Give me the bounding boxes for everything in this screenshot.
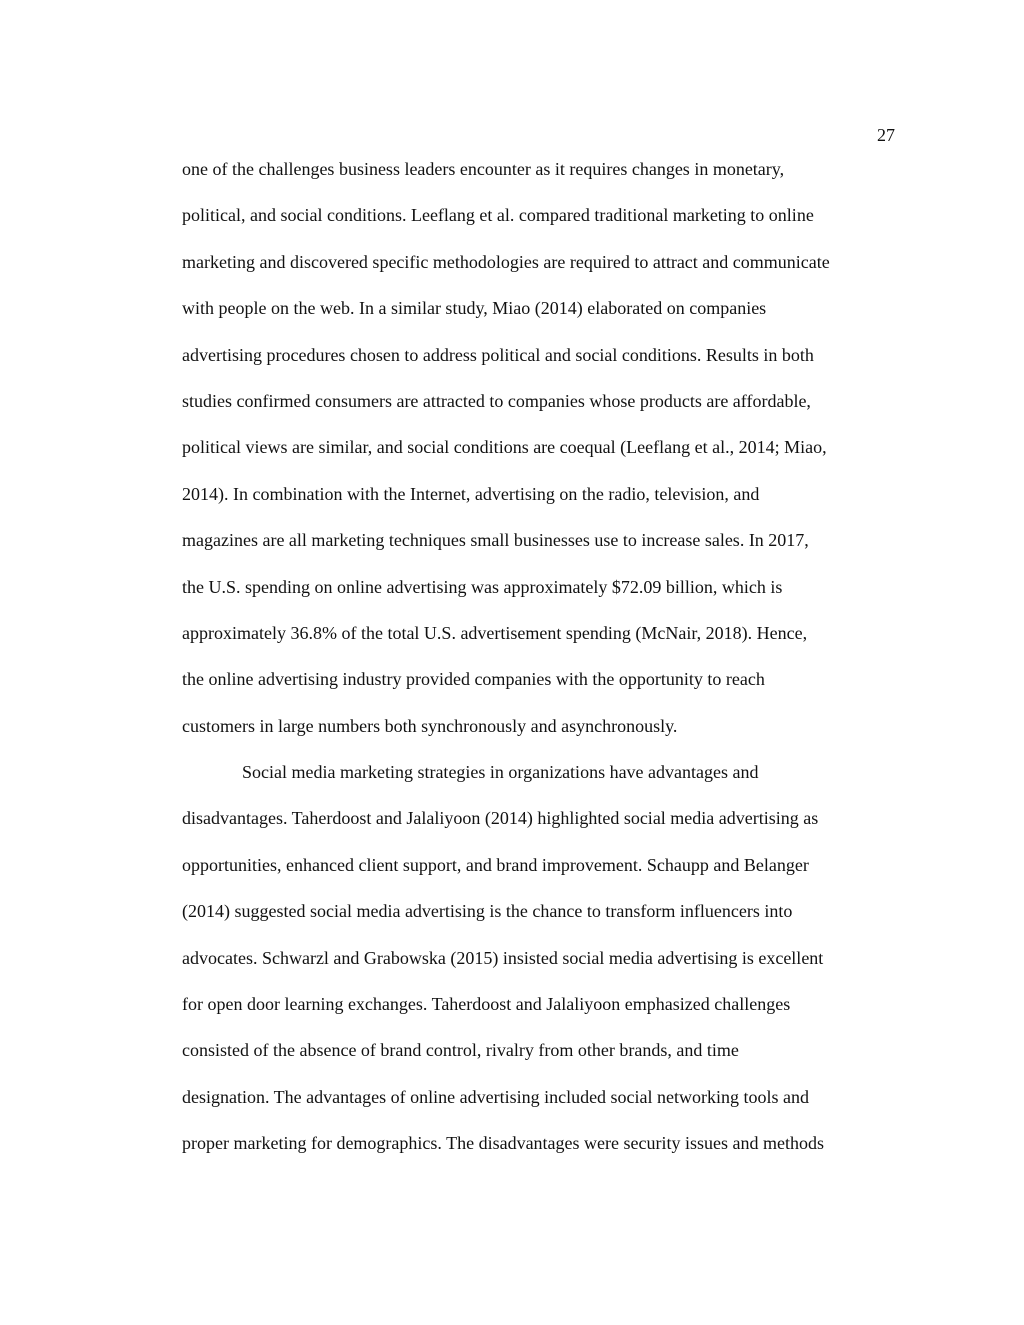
text-line: proper marketing for demographics. The disadvantages were security issues and methods [182, 1133, 824, 1154]
text-line: advertising procedures chosen to address political and social conditions. Results in both [182, 344, 814, 365]
text-line: consisted of the absence of brand control, rivalry from other brands, and time [182, 1040, 739, 1061]
text-line: the online advertising industry provided companies with the opportunity to reach [182, 669, 765, 690]
text-line: one of the challenges business leaders encounter as it requires changes in monetary, [182, 159, 785, 179]
text-line: approximately 36.8% of the total U.S. advertisement spending (McNair, 2018). Hence, [182, 622, 808, 643]
text-line: magazines are all marketing techniques small businesses use to increase sales. In 2017, [182, 530, 809, 551]
text-line: 2014). In combination with the Internet, advertising on the radio, television, and [182, 483, 760, 504]
paragraph-first-line: Social media marketing strategies in organizations have advantages and [242, 762, 759, 783]
text-line: opportunities, enhanced client support, and brand improvement. Schaupp and Belanger [182, 854, 809, 875]
text-line: designation. The advantages of online advertising included social networking tools and [182, 1086, 810, 1107]
text-line: for open door learning exchanges. Taherdoost and Jalaliyoon emphasized challenges [182, 994, 791, 1015]
page-number: 27 [877, 125, 895, 145]
text-line: with people on the web. In a similar study, Miao (2014) elaborated on companies [182, 298, 767, 319]
text-line: (2014) suggested social media advertising is the chance to transform influencers into [182, 901, 793, 922]
text-line: advocates. Schwarzl and Grabowska (2015) insisted social media advertising is excellent [182, 947, 824, 968]
text-line: political, and social conditions. Leeflang et al. compared traditional marketing to online [182, 205, 814, 226]
text-line: marketing and discovered specific methodologies are required to attract and communicate [182, 251, 830, 272]
text-line: studies confirmed consumers are attracted to companies whose products are affordable, [182, 390, 811, 411]
text-line: customers in large numbers both synchronously and asynchronously. [182, 715, 678, 736]
text-line: the U.S. spending on online advertising was approximately $72.09 billion, which is [182, 576, 783, 597]
text-line: disadvantages. Taherdoost and Jalaliyoon (2014) highlighted social media advertising as [182, 808, 819, 829]
body-text [182, 146, 904, 1167]
text-line: political views are similar, and social conditions are coequal (Leeflang et al., 2014; Miao, [182, 437, 827, 458]
